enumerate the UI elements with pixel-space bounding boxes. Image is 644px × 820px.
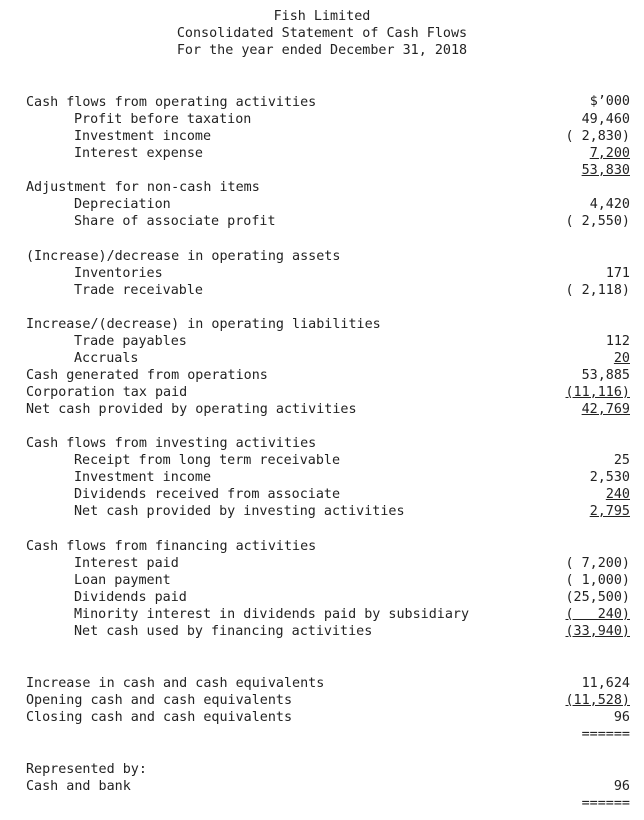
loan-value: ( 1,000) bbox=[565, 573, 630, 588]
tpay-row bbox=[0, 333, 644, 350]
adj-title-row bbox=[0, 179, 644, 196]
trec-label: Trade receivable bbox=[74, 283, 203, 298]
opening-row bbox=[0, 692, 644, 709]
intpaid-label: Interest paid bbox=[74, 556, 179, 571]
intexp-value: 7,200 bbox=[589, 146, 630, 161]
fin-net-row bbox=[0, 623, 644, 640]
investing-title-row bbox=[0, 435, 644, 452]
opening-value: (11,528) bbox=[565, 693, 630, 708]
inv-invinc-row bbox=[0, 469, 644, 486]
rec-label: Receipt from long term receivable bbox=[74, 453, 341, 468]
tax-row bbox=[0, 384, 644, 401]
divrec-value: 240 bbox=[605, 487, 630, 502]
accr-row bbox=[0, 350, 644, 367]
financing-title-row bbox=[0, 538, 644, 555]
cashgen-row bbox=[0, 367, 644, 384]
inv-invinc-value: 2,530 bbox=[589, 470, 630, 485]
inv-net-label: Net cash provided by investing activities bbox=[74, 504, 405, 519]
adj-title: Adjustment for non-cash items bbox=[26, 180, 260, 195]
dep-row bbox=[0, 196, 644, 213]
currency-label: $’000 bbox=[589, 94, 630, 109]
bank-rule-row bbox=[0, 795, 644, 812]
minority-row bbox=[0, 606, 644, 623]
assets-title: (Increase)/decrease in operating assets bbox=[26, 249, 341, 264]
closing-row bbox=[0, 709, 644, 726]
closing-rule-row bbox=[0, 726, 644, 743]
assets-title-row bbox=[0, 248, 644, 265]
divpaid-row bbox=[0, 589, 644, 606]
minority-value: ( 240) bbox=[565, 607, 630, 622]
cashgen-value: 53,885 bbox=[581, 368, 630, 383]
company-name: Fish Limited bbox=[273, 9, 371, 24]
increase-value: 11,624 bbox=[581, 676, 630, 691]
tax-label: Corporation tax paid bbox=[26, 385, 188, 400]
trec-value: ( 2,118) bbox=[565, 283, 630, 298]
represented-row bbox=[0, 761, 644, 778]
divpaid-value: (25,500) bbox=[565, 590, 630, 605]
intpaid-row bbox=[0, 555, 644, 572]
bank-label: Cash and bank bbox=[26, 779, 131, 794]
profit-row bbox=[0, 111, 644, 128]
closing-label: Closing cash and cash equivalents bbox=[26, 710, 293, 725]
divrec-row bbox=[0, 486, 644, 503]
tax-value: (11,116) bbox=[565, 385, 630, 400]
tpay-value: 112 bbox=[605, 334, 630, 349]
increase-label: Increase in cash and cash equivalents bbox=[26, 676, 325, 691]
inv-invinc-label: Investment income bbox=[74, 470, 212, 485]
minority-label: Minority interest in dividends paid by subsidiary bbox=[74, 607, 470, 622]
trec-row bbox=[0, 282, 644, 299]
operating-title-row bbox=[0, 94, 644, 111]
invinc-label: Investment income bbox=[74, 129, 212, 144]
loan-label: Loan payment bbox=[74, 573, 171, 588]
dep-label: Depreciation bbox=[74, 197, 171, 212]
period-line: For the year ended December 31, 2018 bbox=[176, 43, 468, 58]
closing-value: 96 bbox=[613, 710, 630, 725]
subtotal-row bbox=[0, 162, 644, 179]
divrec-label: Dividends received from associate bbox=[74, 487, 341, 502]
statement-title: Consolidated Statement of Cash Flows bbox=[176, 26, 468, 41]
assoc-row bbox=[0, 213, 644, 230]
assoc-label: Share of associate profit bbox=[74, 214, 276, 229]
bank-value: 96 bbox=[613, 779, 630, 794]
inv-row bbox=[0, 265, 644, 282]
invinc-row bbox=[0, 128, 644, 145]
rec-value: 25 bbox=[613, 453, 630, 468]
assoc-value: ( 2,550) bbox=[565, 214, 630, 229]
subtotal-value: 53,830 bbox=[581, 163, 630, 178]
liab-title-row bbox=[0, 316, 644, 333]
intpaid-value: ( 7,200) bbox=[565, 556, 630, 571]
accr-label: Accruals bbox=[74, 351, 139, 366]
op-net-label: Net cash provided by operating activities bbox=[26, 402, 357, 417]
dep-value: 4,420 bbox=[589, 197, 630, 212]
bank-rule: ====== bbox=[581, 796, 630, 811]
inv-label: Inventories bbox=[74, 266, 163, 281]
op-net-row bbox=[0, 401, 644, 418]
investing-title: Cash flows from investing activities bbox=[26, 436, 317, 451]
inv-value: 171 bbox=[605, 266, 630, 281]
fin-net-label: Net cash used by financing activities bbox=[74, 624, 373, 639]
cashgen-label: Cash generated from operations bbox=[26, 368, 268, 383]
profit-label: Profit before taxation bbox=[74, 112, 252, 127]
tpay-label: Trade payables bbox=[74, 334, 187, 349]
divpaid-label: Dividends paid bbox=[74, 590, 187, 605]
op-net-value: 42,769 bbox=[581, 402, 630, 417]
profit-value: 49,460 bbox=[581, 112, 630, 127]
inv-net-value: 2,795 bbox=[589, 504, 630, 519]
financing-title: Cash flows from financing activities bbox=[26, 539, 317, 554]
intexp-row bbox=[0, 145, 644, 162]
loan-row bbox=[0, 572, 644, 589]
opening-label: Opening cash and cash equivalents bbox=[26, 693, 293, 708]
operating-title: Cash flows from operating activities bbox=[26, 95, 317, 110]
liab-title: Increase/(decrease) in operating liabilities bbox=[26, 317, 381, 332]
represented-label: Represented by: bbox=[26, 762, 147, 777]
inv-net-row bbox=[0, 503, 644, 520]
accr-value: 20 bbox=[613, 351, 630, 366]
increase-row bbox=[0, 675, 644, 692]
invinc-value: ( 2,830) bbox=[565, 129, 630, 144]
fin-net-value: (33,940) bbox=[565, 624, 630, 639]
bank-row bbox=[0, 778, 644, 795]
intexp-label: Interest expense bbox=[74, 146, 203, 161]
rec-row bbox=[0, 452, 644, 469]
closing-rule: ====== bbox=[581, 727, 630, 742]
